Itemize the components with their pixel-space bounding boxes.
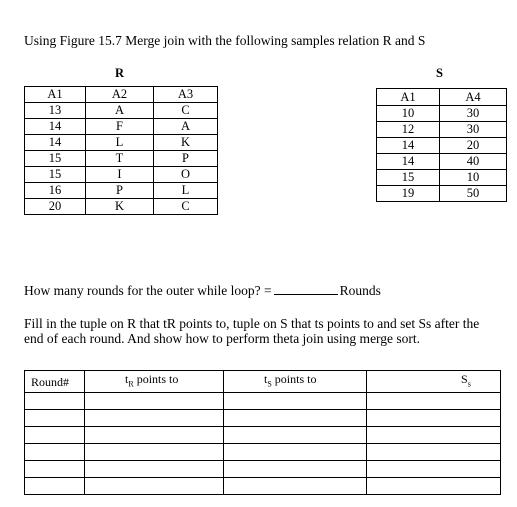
relation-s-cell: 15 <box>377 170 440 186</box>
round-table-row <box>25 478 501 495</box>
relation-r-cell: K <box>86 199 154 215</box>
relation-r-col-a2: A2 <box>86 87 154 103</box>
ts-cell[interactable] <box>224 461 367 478</box>
tr-cell[interactable] <box>85 393 224 410</box>
relation-s-header-row <box>377 89 507 106</box>
round-table-row <box>25 410 501 427</box>
ss-cell[interactable] <box>367 410 501 427</box>
relation-s-row <box>377 106 507 122</box>
relation-r-cell: C <box>154 199 218 215</box>
ss-cell[interactable] <box>367 478 501 495</box>
ts-col-sub: S <box>267 379 272 389</box>
relation-s-row <box>377 186 507 202</box>
round-cell[interactable] <box>25 410 85 427</box>
round-table-row <box>25 393 501 410</box>
relation-r-cell: O <box>154 167 218 183</box>
relation-r-cell: 14 <box>25 119 86 135</box>
relation-s-col-a1: A1 <box>377 89 440 106</box>
round-table <box>24 370 501 495</box>
answer-blank[interactable] <box>274 282 338 295</box>
round-col-label: Round# <box>31 374 70 389</box>
relation-r-cell: 20 <box>25 199 86 215</box>
relation-s-row <box>377 138 507 154</box>
relation-r-cell: I <box>86 167 154 183</box>
relation-s-cell: 14 <box>377 138 440 154</box>
relation-s-cell: 50 <box>440 186 507 202</box>
question-fill-line1: Fill in the tuple on R that tR points to, tuple on S that ts points to and set Ss after the <box>24 316 480 331</box>
relation-r-cell: 14 <box>25 135 86 151</box>
relation-r-cell: F <box>86 119 154 135</box>
relation-r-cell: C <box>154 103 218 119</box>
relation-r-cell: K <box>154 135 218 151</box>
question-rounds-suffix: Rounds <box>339 283 381 298</box>
relation-r-col-a1: A1 <box>25 87 86 103</box>
ts-cell[interactable] <box>224 410 367 427</box>
tr-cell[interactable] <box>85 461 224 478</box>
round-col-header <box>25 371 85 393</box>
round-table-row <box>25 461 501 478</box>
relation-r-row <box>25 167 218 183</box>
relation-r-cell: T <box>86 151 154 167</box>
question-fill-line2: end of each round. And show how to perform theta join using merge sort. <box>24 331 421 346</box>
relation-r-cell: A <box>154 119 218 135</box>
tr-col-sub: R <box>128 379 134 389</box>
tr-cell[interactable] <box>85 478 224 495</box>
relation-s-cell: 10 <box>440 170 507 186</box>
relation-r-cell: 16 <box>25 183 86 199</box>
tr-cell[interactable] <box>85 427 224 444</box>
round-cell[interactable] <box>25 427 85 444</box>
ss-cell[interactable] <box>367 461 501 478</box>
round-cell[interactable] <box>25 393 85 410</box>
relation-r-row <box>25 135 218 151</box>
ss-cell[interactable] <box>367 444 501 461</box>
ts-cell[interactable] <box>224 393 367 410</box>
relation-r-cell: L <box>154 183 218 199</box>
question-rounds-prefix: How many rounds for the outer while loop? = <box>24 283 272 298</box>
relation-r-table <box>24 86 218 215</box>
ts-cell[interactable] <box>224 427 367 444</box>
tr-col-base: t <box>125 372 129 386</box>
relation-s-table <box>376 88 507 202</box>
relation-r-row <box>25 183 218 199</box>
relation-r-cell: 13 <box>25 103 86 119</box>
relation-r-caption: R <box>115 66 125 80</box>
ss-col-header <box>367 371 501 393</box>
relation-s-cell: 10 <box>377 106 440 122</box>
relation-r-header-row <box>25 87 218 103</box>
relation-s-col-a4: A4 <box>440 89 507 106</box>
round-cell[interactable] <box>25 461 85 478</box>
round-table-row <box>25 427 501 444</box>
relation-r-row <box>25 103 218 119</box>
ss-col-sub: s <box>467 379 471 389</box>
relation-r-cell: A <box>86 103 154 119</box>
relation-s-row <box>377 170 507 186</box>
relation-r-row <box>25 199 218 215</box>
ss-cell[interactable] <box>367 393 501 410</box>
relation-r-cell: 15 <box>25 167 86 183</box>
relation-s-cell: 20 <box>440 138 507 154</box>
relation-r-cell: P <box>86 183 154 199</box>
relation-r-body <box>25 103 218 215</box>
ts-col-header <box>224 371 367 393</box>
relation-s-cell: 12 <box>377 122 440 138</box>
tr-cell[interactable] <box>85 444 224 461</box>
round-table-body <box>25 393 501 495</box>
relation-r-row <box>25 119 218 135</box>
relation-s-cell: 19 <box>377 186 440 202</box>
question-rounds <box>24 282 381 299</box>
ss-col-base: S <box>461 372 468 386</box>
relation-r-cell: 15 <box>25 151 86 167</box>
round-table-row <box>25 444 501 461</box>
relation-r-cell: L <box>86 135 154 151</box>
relation-r-row <box>25 151 218 167</box>
ts-cell[interactable] <box>224 444 367 461</box>
round-table-header-row <box>25 371 501 393</box>
relation-s-cell: 14 <box>377 154 440 170</box>
relation-s-cell: 40 <box>440 154 507 170</box>
relation-s-row <box>377 154 507 170</box>
relation-s-body <box>377 106 507 202</box>
ts-col-rest: points to <box>271 372 317 386</box>
relation-r-cell: P <box>154 151 218 167</box>
ts-cell[interactable] <box>224 478 367 495</box>
relation-s-cell: 30 <box>440 122 507 138</box>
tr-col-rest: points to <box>133 372 179 386</box>
relation-s-row <box>377 122 507 138</box>
intro-text: Using Figure 15.7 Merge join with the following samples relation R and S <box>24 33 426 48</box>
relation-s-caption: S <box>436 66 443 80</box>
tr-col-header <box>85 371 224 393</box>
ts-col-base: t <box>264 372 268 386</box>
round-cell[interactable] <box>25 444 85 461</box>
ss-cell[interactable] <box>367 427 501 444</box>
round-cell[interactable] <box>25 478 85 495</box>
relation-r-col-a3: A3 <box>154 87 218 103</box>
relation-s-cell: 30 <box>440 106 507 122</box>
tr-cell[interactable] <box>85 410 224 427</box>
